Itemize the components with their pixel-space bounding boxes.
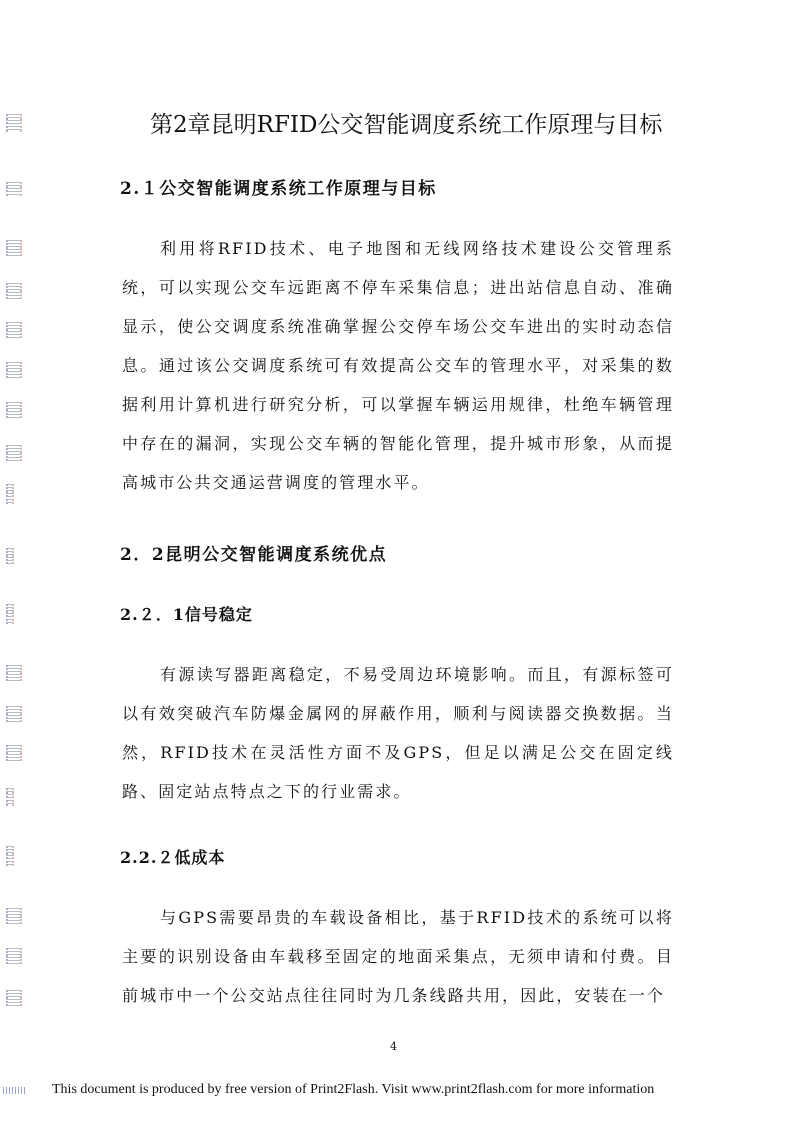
subsection-heading-2-2-1: 2.２．1信号稳定 bbox=[120, 605, 253, 624]
subsection-2-2-2-paragraph: 与GPS需要昂贵的车载设备相比，基于RFID技术的系统可以将主要的识别设备由车载移至固定的地面采集点，无须申请和付费。目前城市中一个公交站点往往同时为几条线路共用，因此，安装在一个 bbox=[122, 908, 674, 1005]
section-heading-2-1: 2.１公交智能调度系统工作原理与目标 bbox=[120, 179, 437, 199]
subsection-heading-2-2-2: 2.2.２低成本 bbox=[120, 848, 226, 867]
section-heading-2-2: 2．2昆明公交智能调度系统优点 bbox=[120, 545, 388, 565]
margin-artifact bbox=[6, 665, 22, 681]
subsection-2-2-1-paragraph: 有源读写器距离稳定，不易受周边环境影响。而且，有源标签可以有效突破汽车防爆金属网的屏蔽作用，顺利与阅读器交换数据。当然，RFID技术在灵活性方面不及GPS，但足以满足公交在固定线路、固定站点特点之下的行业需求。 bbox=[122, 665, 674, 801]
margin-artifact bbox=[6, 908, 22, 924]
margin-artifact bbox=[6, 948, 22, 964]
margin-artifact bbox=[6, 182, 22, 196]
margin-artifact bbox=[6, 114, 22, 132]
margin-artifact bbox=[6, 240, 22, 256]
margin-artifact bbox=[6, 283, 22, 299]
margin-artifact bbox=[6, 402, 22, 418]
margin-artifact bbox=[6, 788, 14, 806]
margin-artifact bbox=[6, 484, 14, 504]
margin-artifact bbox=[6, 445, 22, 461]
footer-artifact bbox=[3, 1087, 25, 1094]
margin-artifact bbox=[6, 846, 14, 866]
margin-artifact bbox=[6, 706, 22, 722]
chapter-title: 第2章昆明RFID公交智能调度系统工作原理与目标 bbox=[150, 112, 663, 138]
margin-artifact bbox=[6, 322, 22, 338]
page-number: 4 bbox=[390, 1040, 397, 1053]
margin-artifact bbox=[6, 990, 22, 1006]
section-2-1-paragraph: 利用将RFID技术、电子地图和无线网络技术建设公交管理系统，可以实现公交车远距离不停车采集信息；进出站信息自动、准确显示，使公交调度系统准确掌握公交停车场公交车进出的实时动态信息。通过该公交调度系统可有效提高公交车的管理水平，对采集的数据利用计算机进行研究分析，可以掌握车辆运用规律，杜绝车辆管理中存在的漏洞，实现公交车辆的智能化管理，提升城市形象，从而提高城市公共交通运营调度的管理水平。 bbox=[122, 239, 674, 492]
margin-artifact bbox=[6, 604, 14, 624]
margin-artifact bbox=[6, 745, 22, 761]
margin-artifact bbox=[6, 548, 14, 564]
margin-artifact bbox=[6, 362, 22, 378]
print2flash-footer: This document is produced by free version of Print2Flash. Visit www.print2flash.com for more information bbox=[52, 1082, 655, 1097]
